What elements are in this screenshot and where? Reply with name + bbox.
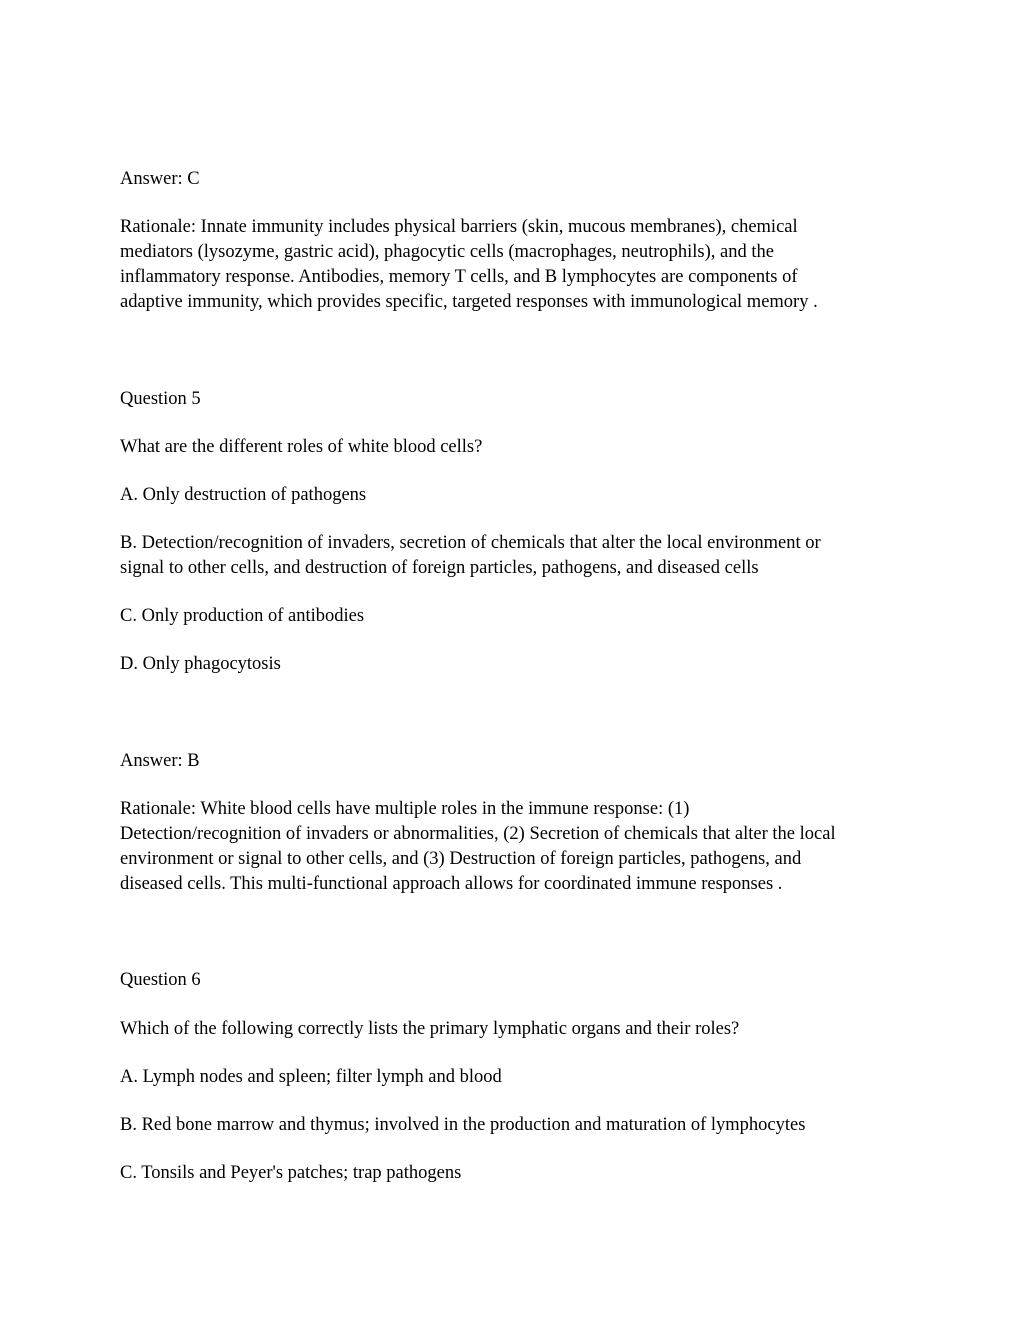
question-5-rationale: [120, 797, 910, 897]
question-6-option-b: B. Red bone marrow and thymus; involved in the production and maturation of lymphocytes: [120, 1115, 806, 1135]
option-line: signal to other cells, and destruction of foreign particles, pathogens, and diseased cells: [120, 558, 759, 578]
question-5-option-b: [120, 531, 910, 581]
question-5-answer: Answer: B: [120, 751, 200, 771]
question-5-prompt: What are the different roles of white blood cells?: [120, 437, 483, 457]
question-5-option-c: C. Only production of antibodies: [120, 606, 365, 626]
question-6-option-c: C. Tonsils and Peyer's patches; trap pathogens: [120, 1163, 462, 1183]
option-line: B. Detection/recognition of invaders, secretion of chemicals that alter the local environment or: [120, 533, 821, 553]
answer-c-label: Answer: C: [120, 169, 200, 189]
question-5-heading: Question 5: [120, 389, 201, 409]
question-5-option-d: D. Only phagocytosis: [120, 654, 281, 674]
rationale-line: inflammatory response. Antibodies, memory T cells, and B lymphocytes are components of: [120, 267, 798, 287]
answer-c-rationale: [120, 215, 910, 315]
question-5-option-a: A. Only destruction of pathogens: [120, 485, 367, 505]
rationale-line: Rationale: Innate immunity includes physical barriers (skin, mucous membranes), chemical: [120, 217, 798, 237]
rationale-line: mediators (lysozyme, gastric acid), phagocytic cells (macrophages, neutrophils), and the: [120, 242, 774, 262]
question-6-heading: Question 6: [120, 970, 201, 990]
rationale-line: environment or signal to other cells, and (3) Destruction of foreign particles, pathogens, and: [120, 849, 802, 869]
question-6-option-a: A. Lymph nodes and spleen; filter lymph and blood: [120, 1067, 502, 1087]
question-6-prompt: Which of the following correctly lists the primary lymphatic organs and their roles?: [120, 1019, 740, 1039]
rationale-line: Rationale: White blood cells have multiple roles in the immune response: (1): [120, 799, 690, 819]
rationale-line: Detection/recognition of invaders or abnormalities, (2) Secretion of chemicals that alter the local: [120, 824, 836, 844]
rationale-line: adaptive immunity, which provides specific, targeted responses with immunological memory .: [120, 292, 818, 312]
rationale-line: diseased cells. This multi-functional approach allows for coordinated immune responses .: [120, 874, 783, 894]
